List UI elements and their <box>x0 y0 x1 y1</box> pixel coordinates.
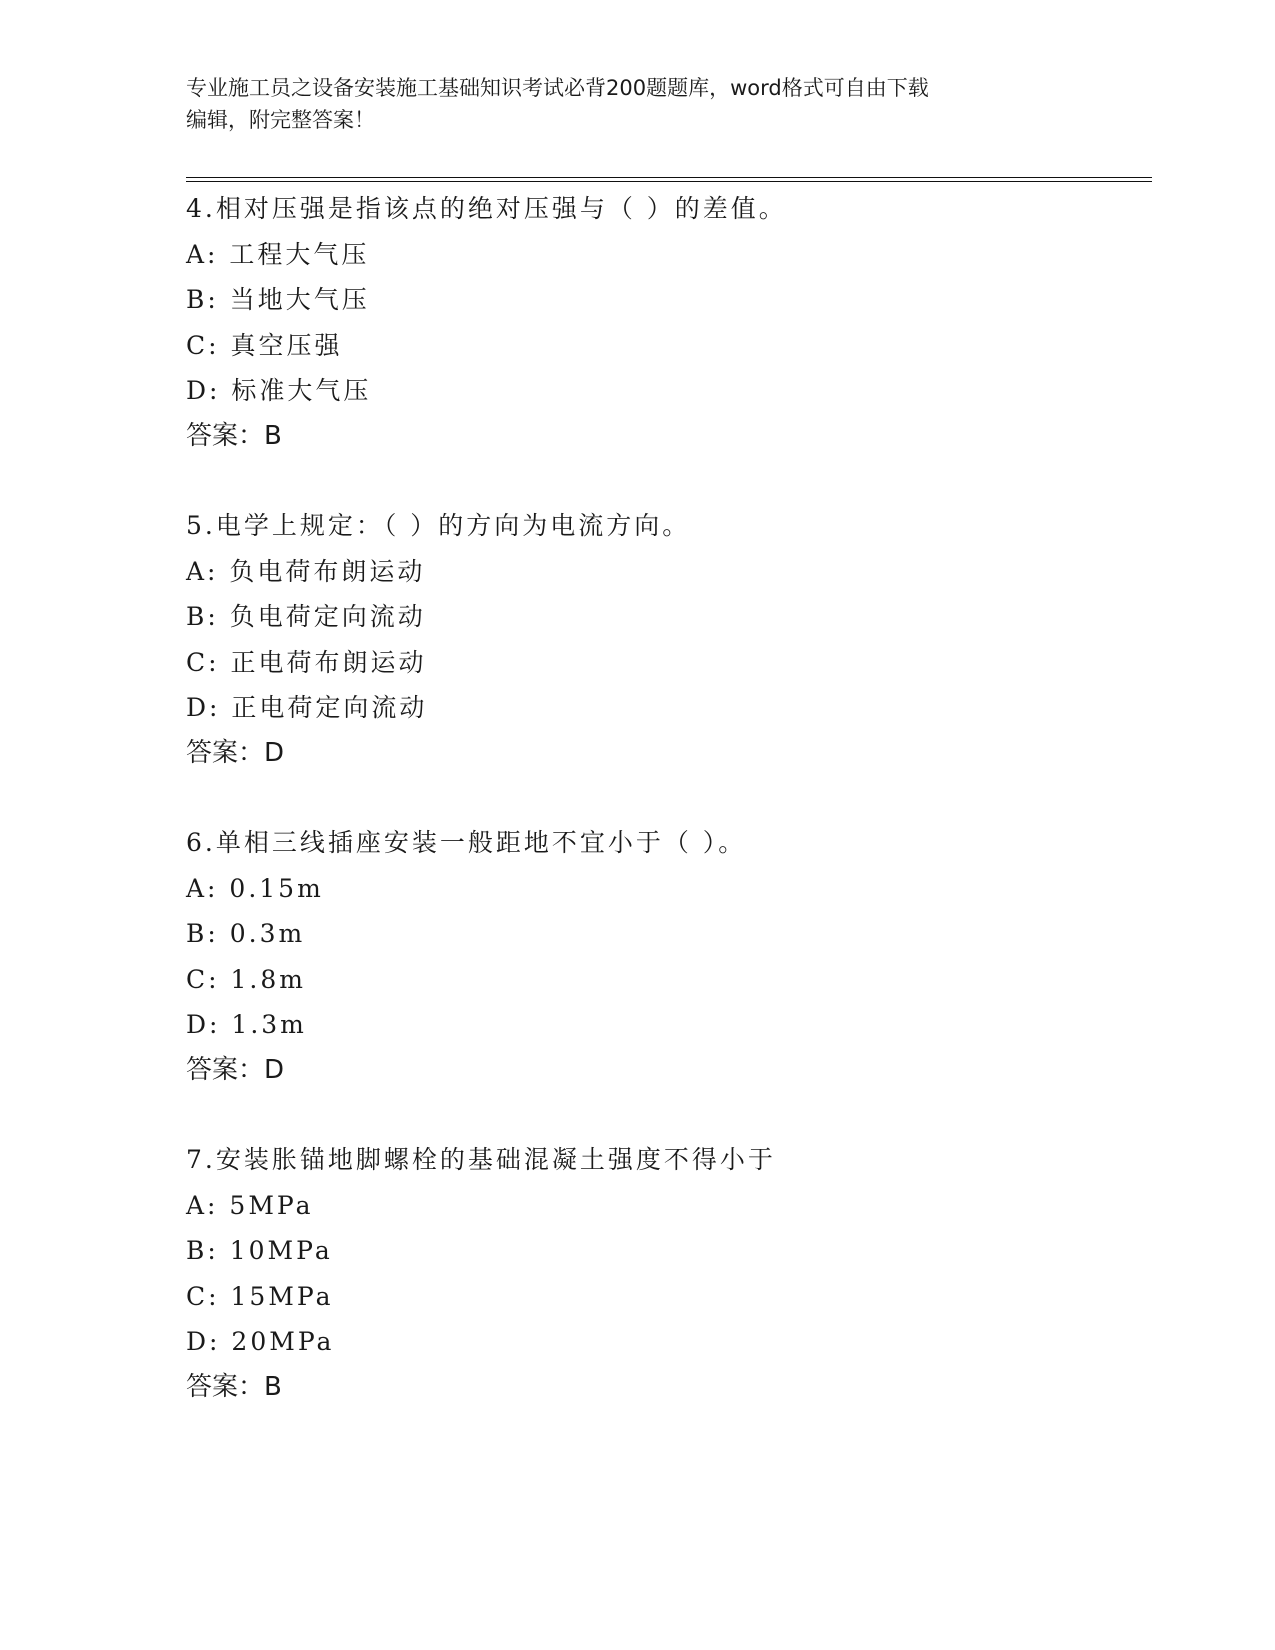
option-a: A: 工程大气压 <box>186 239 370 269</box>
header-line-1: 专业施工员之设备安装施工基础知识考试必背200题题库，word格式可自由下载 <box>186 76 929 100</box>
option-c: C: 正电荷布朗运动 <box>186 647 427 677</box>
document-header <box>186 72 1086 136</box>
option-b: B: 当地大气压 <box>186 285 370 314</box>
question-stem: 5.电学上规定：（ ）的方向为电流方向。 <box>186 511 691 540</box>
answer-label: 答案：B <box>186 1371 282 1402</box>
option-c: C: 15MPa <box>186 1281 334 1311</box>
header-divider <box>186 177 1152 182</box>
answer-label: 答案：D <box>186 737 285 768</box>
question-4 <box>186 186 1146 459</box>
question-stem: 6.单相三线插座安装一般距地不宜小于（ ）。 <box>186 828 747 857</box>
option-a: A: 5MPa <box>186 1190 314 1220</box>
option-b: B: 10MPa <box>186 1236 333 1265</box>
question-stem: 7.安装胀锚地脚螺栓的基础混凝土强度不得小于 <box>186 1145 776 1174</box>
header-line-2: 编辑，附完整答案！ <box>186 108 375 132</box>
option-a: A: 负电荷布朗运动 <box>186 556 426 586</box>
option-b: B: 0.3m <box>186 919 306 948</box>
option-d: D: 标准大气压 <box>186 376 372 405</box>
option-a: A: 0.15m <box>186 873 324 903</box>
option-b: B: 负电荷定向流动 <box>186 602 426 631</box>
option-c: C: 真空压强 <box>186 330 343 360</box>
option-d: D: 正电荷定向流动 <box>186 693 428 722</box>
question-stem: 4.相对压强是指该点的绝对压强与（ ）的差值。 <box>186 194 787 223</box>
answer-label: 答案：D <box>186 1054 285 1085</box>
option-c: C: 1.8m <box>186 964 306 994</box>
question-7 <box>186 1137 1146 1410</box>
answer-label: 答案：B <box>186 420 282 451</box>
question-6 <box>186 820 1146 1093</box>
option-d: D: 1.3m <box>186 1010 307 1039</box>
question-5 <box>186 503 1146 776</box>
option-d: D: 20MPa <box>186 1327 335 1356</box>
